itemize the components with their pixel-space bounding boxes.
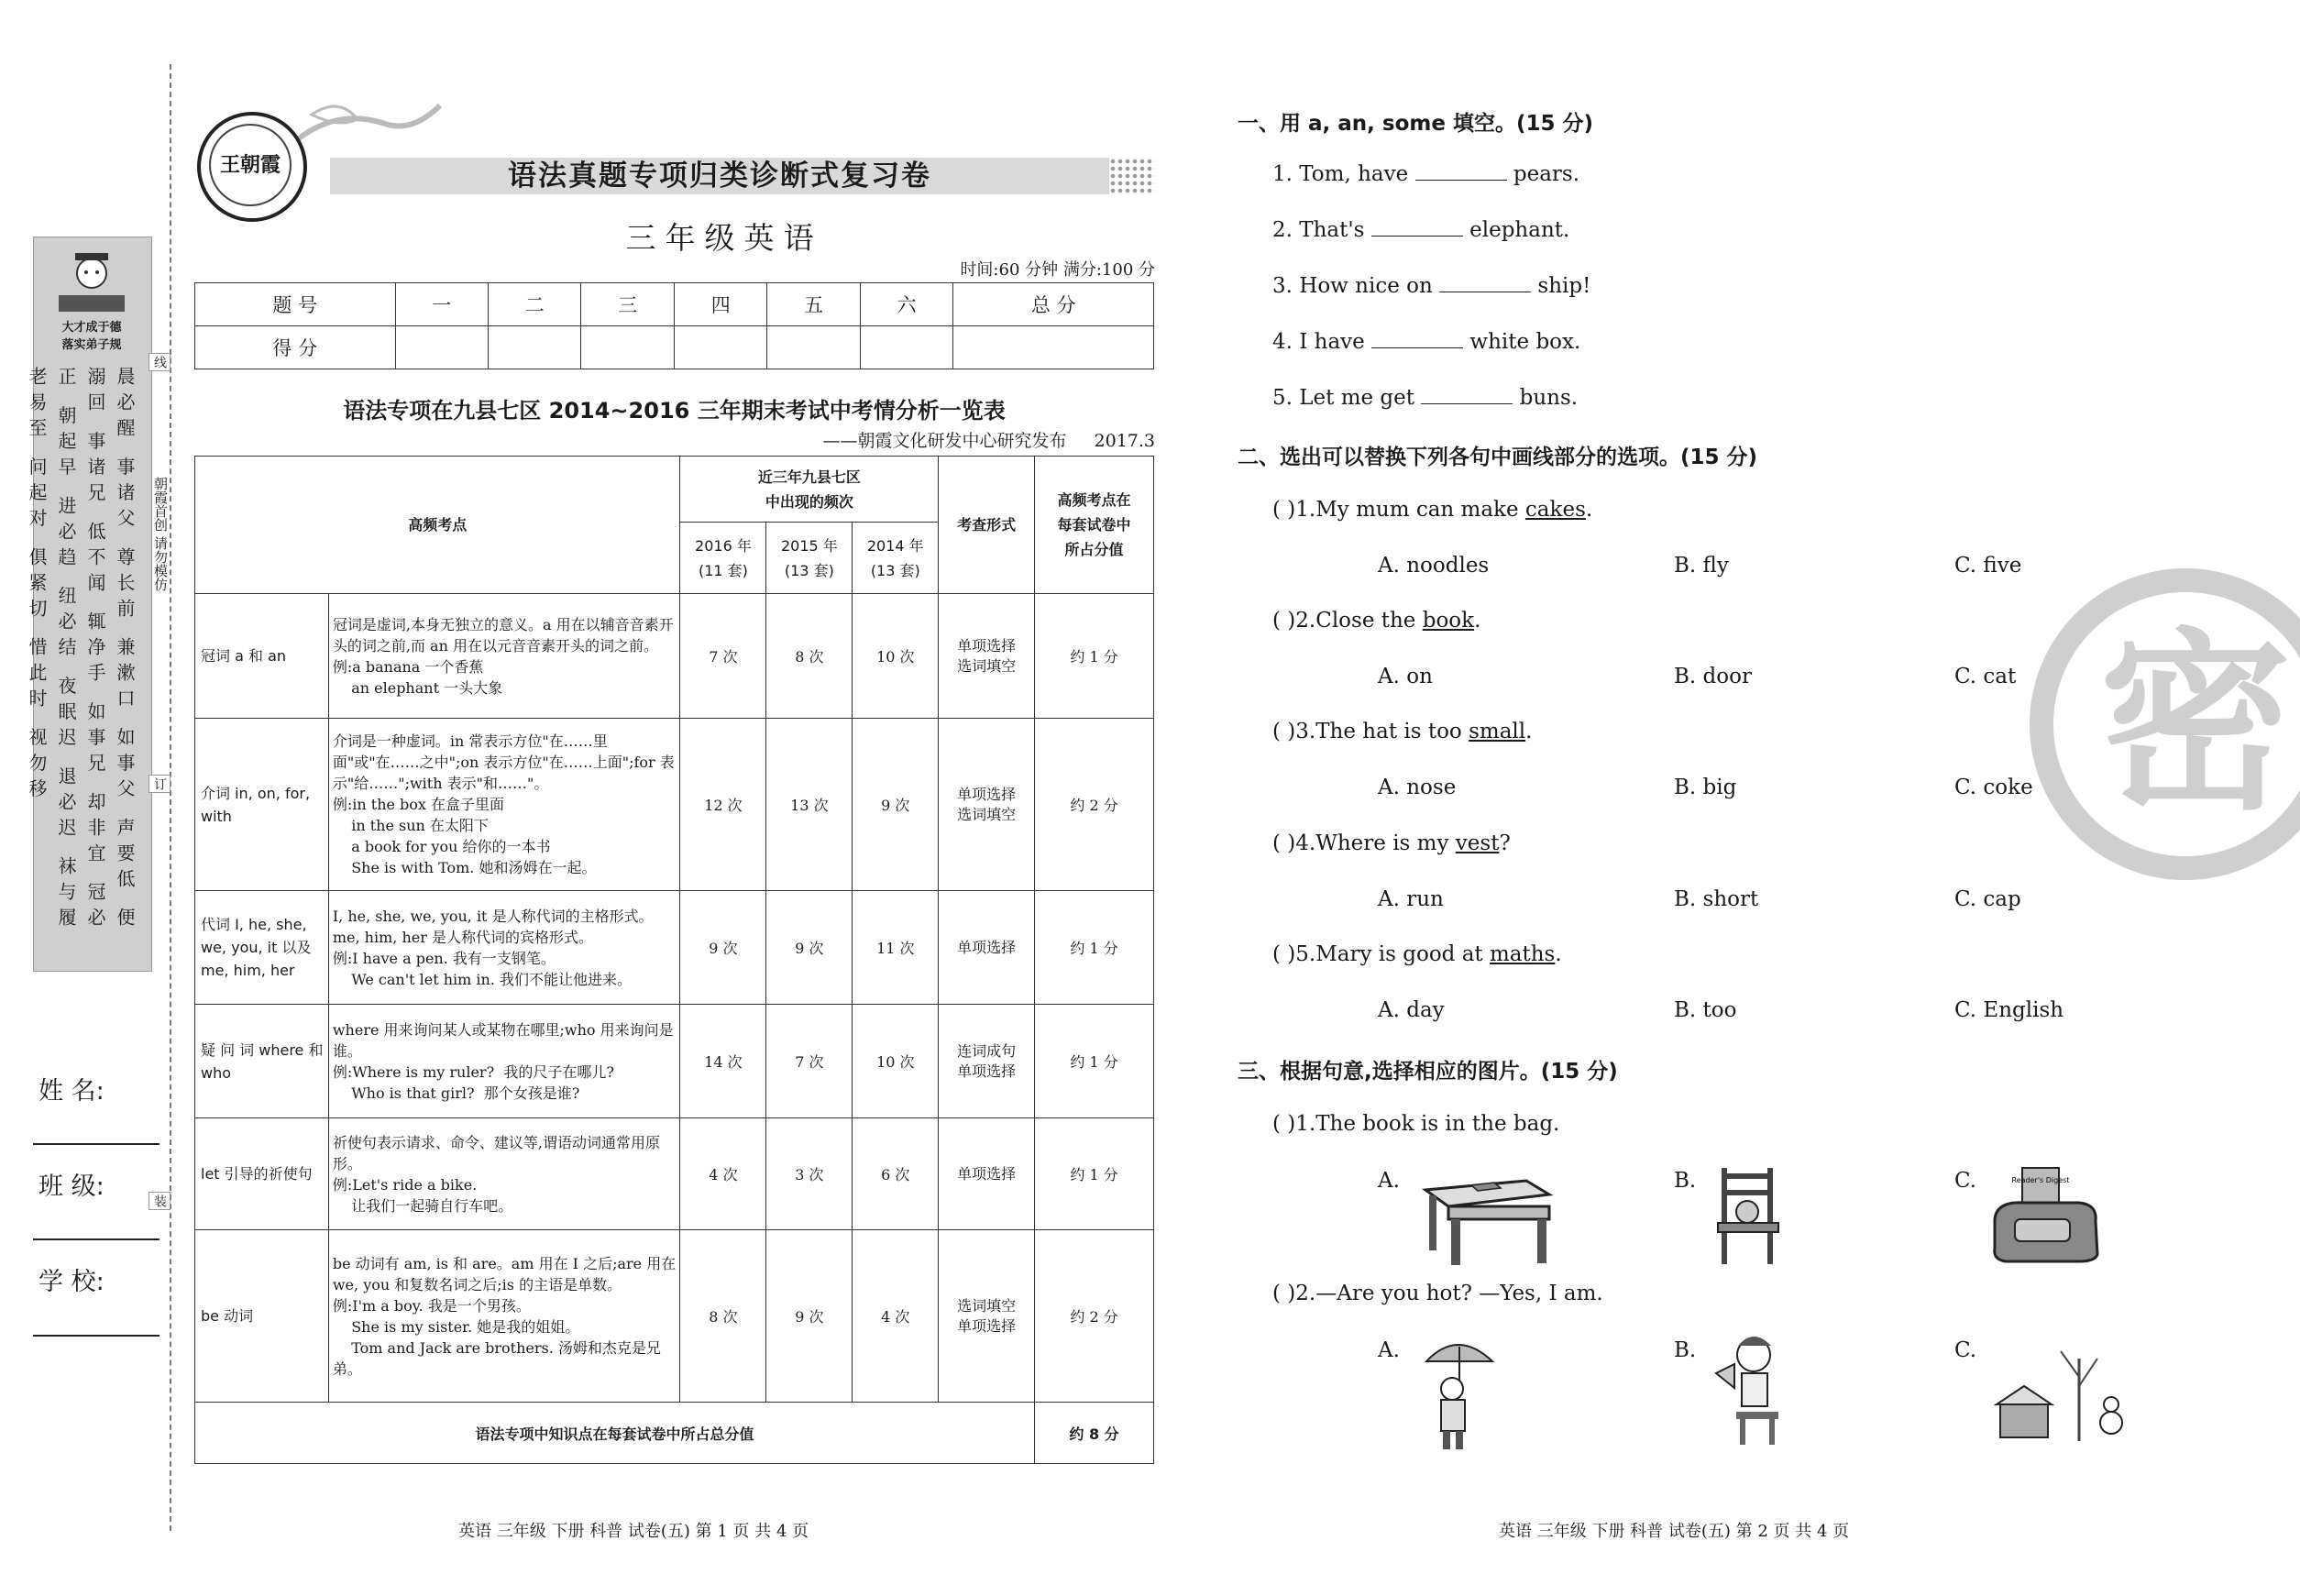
footer-right: 英语 三年级 下册 科普 试卷(五) 第 2 页 共 4 页	[1499, 1522, 1850, 1541]
score-header-2: 二	[489, 283, 581, 326]
s1-q4-text: 4. I have	[1272, 330, 1365, 354]
s2-q4-option-b[interactable]: B. short	[1674, 887, 1759, 911]
scholar-illustration-icon	[48, 248, 136, 317]
s2-q1-option-b[interactable]: B. fly	[1674, 554, 1729, 578]
snowy-winter-scene-icon[interactable]	[1987, 1331, 2134, 1446]
answer-blank[interactable]	[1421, 402, 1513, 404]
child-with-umbrella-icon[interactable]	[1419, 1334, 1497, 1453]
freq-2014: 11 次	[853, 891, 939, 1005]
point-name: 冠词 a 和 an	[195, 594, 329, 719]
s3-q2-option-b[interactable]: B.	[1674, 1338, 1697, 1362]
s1-question-1	[1272, 162, 1579, 186]
answer-blank[interactable]	[1415, 179, 1507, 181]
analysis-source	[697, 427, 1155, 452]
freq-2015: 13 次	[766, 719, 853, 891]
s3-q2-num: 2.	[1295, 1282, 1316, 1305]
confidential-stamp-char: 密	[2098, 611, 2292, 836]
point-score: 约 1 分	[1035, 1118, 1154, 1230]
total-label: 语法专项中知识点在每套试卷中所占总分值	[195, 1403, 1035, 1464]
score-cell[interactable]	[674, 326, 766, 369]
score-header-1: 一	[395, 283, 488, 326]
s2-q4-text: Where is my	[1315, 831, 1456, 855]
point-name: 疑 问 词 where 和 who	[195, 1005, 329, 1118]
s3-q2-text: —Are you hot? —Yes, I am.	[1315, 1282, 1603, 1305]
name-field[interactable]	[33, 1143, 160, 1145]
answer-paren[interactable]: ( )	[1272, 831, 1296, 855]
s1-q5-text: 5. Let me get	[1272, 386, 1415, 410]
s2-q5-option-a[interactable]: A. day	[1378, 998, 1445, 1022]
class-field[interactable]	[33, 1238, 160, 1240]
point-score: 约 1 分	[1035, 1005, 1154, 1118]
s2-q1-text: My mum can make	[1315, 498, 1525, 522]
score-cell[interactable]	[489, 326, 581, 369]
motto-text: 晨必醒 事诸父 尊长前 兼漱口 如事父 声要低 便溺回 事诸兄 低不闻 辄净手 如事兄 却非宜 冠必正 朝起早 进必趋 纽必结 夜眠迟 退必迟 袜与履 老易至 问起对 俱紧切 惜此时 视勿移	[26, 367, 136, 934]
score-header-5: 五	[767, 283, 860, 326]
exam-form: 连词成句 单项选择	[939, 1005, 1035, 1118]
s2-q3-option-a[interactable]: A. nose	[1378, 776, 1457, 799]
s1-q1-text: 1. Tom, have	[1272, 162, 1409, 186]
freq-2016: 7 次	[680, 594, 766, 719]
point-name: let 引导的祈使句	[195, 1118, 329, 1230]
s2-q4-underlined: vest	[1455, 831, 1500, 855]
time-and-score-info: 时间:60 分钟 满分:100 分	[960, 260, 1155, 280]
binding-dashed-line	[170, 64, 171, 1531]
point-description: 祈使句表示请求、命令、建议等,谓语动词通常用原形。 例:Let's ride a bike. 让我们一起骑自行车吧。	[328, 1118, 680, 1230]
subject-title: 三年级英语	[625, 220, 823, 256]
table-row	[195, 891, 1154, 1005]
point-description: 介词是一种虚词。in 常表示方位"在……里面"或"在……之中";on 表示方位"在……上面";for 表示"给……";with 表示"和……"。 例:in the box 在盒子里面 in the sun 在太阳下 a book for you 给你的一本书 She is with Tom. 她和汤姆在一起。	[328, 719, 680, 891]
total-row	[195, 1403, 1154, 1464]
score-cell-total[interactable]	[953, 326, 1154, 369]
s2-question-2	[1272, 609, 1480, 633]
s2-q2-num: 2.	[1295, 609, 1316, 633]
s2-q2-option-b[interactable]: B. door	[1674, 665, 1752, 688]
name-label: 姓 名:	[39, 1077, 105, 1106]
score-cell[interactable]	[581, 326, 674, 369]
binding-label-order: 订	[149, 775, 171, 793]
header-score: 高频考点在 每套试卷中 所占分值	[1035, 457, 1154, 594]
point-name: 代词 I, he, she, we, you, it 以及 me, him, her	[195, 891, 329, 1005]
s2-q1-option-a[interactable]: A. noodles	[1378, 554, 1490, 578]
s2-q5-underlined: maths	[1489, 942, 1556, 966]
freq-2014: 6 次	[853, 1118, 939, 1230]
s2-q3-option-c[interactable]: C. coke	[1954, 776, 2033, 799]
point-description: 冠词是虚词,本身无独立的意义。a 用在以辅音音素开头的词之前,而 an 用在以元音音素开头的词之前。 例:a banana 一个香蕉 an elephant 一头大象	[328, 594, 680, 719]
table-row	[195, 1005, 1154, 1118]
footer-left: 英语 三年级 下册 科普 试卷(五) 第 1 页 共 4 页	[458, 1522, 809, 1541]
analysis-source-org: ——朝霞文化研发中心研究发布	[822, 431, 1067, 451]
book-cover-text: Reader's Digest	[2011, 1176, 2070, 1184]
s3-q1-option-c[interactable]: C.	[1954, 1169, 1977, 1193]
hot-boy-with-fan-icon[interactable]	[1712, 1329, 1795, 1448]
s1-q2-text: 2. That's	[1272, 218, 1365, 242]
answer-paren[interactable]: ( )	[1272, 609, 1296, 633]
freq-2015: 7 次	[766, 1005, 853, 1118]
binding-label-fold: 装	[149, 1192, 171, 1210]
answer-paren[interactable]: ( )	[1272, 498, 1296, 522]
motto-title: 大才成于德 落实弟子规	[61, 321, 122, 352]
s2-q3-text: The hat is too	[1315, 720, 1469, 743]
point-score: 约 2 分	[1035, 719, 1154, 891]
s2-q4-end: ?	[1499, 831, 1511, 855]
header-form: 考查形式	[939, 457, 1035, 594]
s2-q1-option-c[interactable]: C. five	[1954, 554, 2022, 578]
binding-label-line: 线	[149, 353, 171, 371]
freq-2014: 10 次	[853, 1005, 939, 1118]
point-name: 介词 in, on, for, with	[195, 719, 329, 891]
section3-heading: 三、根据句意,选择相应的图片。(15 分)	[1238, 1060, 1618, 1084]
s2-q1-underlined: cakes	[1524, 498, 1586, 522]
freq-2016: 12 次	[680, 719, 766, 891]
brand-logo-text: 王朝霞	[209, 124, 292, 206]
exam-form: 单项选择	[939, 1118, 1035, 1230]
chair-with-ball-icon[interactable]	[1714, 1166, 1788, 1267]
s2-question-5	[1272, 942, 1562, 966]
table-row	[195, 719, 1154, 891]
point-score: 约 2 分	[1035, 1230, 1154, 1403]
freq-2015: 9 次	[766, 1230, 853, 1403]
analysis-title: 语法专项在九县七区 2014~2016 三年期末考试中考情分析一览表	[343, 398, 1006, 424]
exam-form: 单项选择 选词填空	[939, 594, 1035, 719]
s2-q4-num: 4.	[1295, 831, 1316, 855]
s2-q5-option-c[interactable]: C. English	[1954, 998, 2064, 1022]
score-cell[interactable]	[860, 326, 952, 369]
score-cell[interactable]	[767, 326, 860, 369]
header-frequency: 近三年九县七区 中出现的频次	[680, 457, 939, 523]
s2-q4-option-a[interactable]: A. run	[1378, 887, 1444, 911]
answer-paren[interactable]: ( )	[1272, 942, 1296, 966]
s2-q5-end: .	[1555, 942, 1562, 966]
answer-paren[interactable]: ( )	[1272, 720, 1296, 743]
section2-heading: 二、选出可以替换下列各句中画线部分的选项。(15 分)	[1238, 446, 1758, 469]
s2-q5-text: Mary is good at	[1315, 942, 1490, 966]
s1-question-5	[1272, 386, 1578, 410]
s2-question-3	[1272, 720, 1532, 743]
s3-q2-option-c[interactable]: C.	[1954, 1338, 1977, 1362]
score-header-3: 三	[581, 283, 674, 326]
s2-q2-option-a[interactable]: A. on	[1378, 665, 1433, 688]
analysis-table	[194, 456, 1154, 1464]
s1-question-4	[1272, 330, 1580, 354]
point-score: 约 1 分	[1035, 594, 1154, 719]
point-description: I, he, she, we, you, it 是人称代词的主格形式。me, him, her 是人称代词的宾格形式。 例:I have a pen. 我有一支钢笔。 We can't let him in. 我们不能让他进来。	[328, 891, 680, 1005]
s3-q1-text: The book is in the bag.	[1315, 1112, 1560, 1136]
s1-q4-end: white box.	[1469, 330, 1581, 354]
class-label: 班 级:	[39, 1172, 105, 1201]
s2-q3-num: 3.	[1295, 720, 1316, 743]
point-name: be 动词	[195, 1230, 329, 1403]
exam-form: 选词填空 单项选择	[939, 1230, 1035, 1403]
paper-title: 语法真题专项归类诊断式复习卷	[508, 160, 931, 193]
s1-q1-end: pears.	[1513, 162, 1580, 186]
header-point: 高频考点	[195, 457, 680, 594]
exam-form: 单项选择 选词填空	[939, 719, 1035, 891]
header-2016: 2016 年 (11 套)	[680, 523, 766, 594]
answer-paren[interactable]: ( )	[1272, 1282, 1296, 1305]
point-score: 约 1 分	[1035, 891, 1154, 1005]
s2-question-4	[1272, 831, 1511, 855]
freq-2015: 8 次	[766, 594, 853, 719]
desk-with-book-icon[interactable]	[1416, 1162, 1554, 1268]
score-row-label: 得 分	[195, 326, 396, 369]
s2-q5-num: 5.	[1295, 942, 1316, 966]
s1-q3-end: ship!	[1537, 274, 1591, 298]
s2-q3-underlined: small	[1469, 720, 1526, 743]
header-2015: 2015 年 (13 套)	[766, 523, 853, 594]
freq-2014: 9 次	[853, 719, 939, 891]
score-header-4: 四	[674, 283, 766, 326]
freq-2015: 3 次	[766, 1118, 853, 1230]
school-field[interactable]	[33, 1335, 160, 1337]
s3-q1-option-b[interactable]: B.	[1674, 1169, 1697, 1193]
score-header-label: 题 号	[195, 283, 396, 326]
s2-q3-end: .	[1525, 720, 1533, 743]
section1-heading: 一、用 a, an, some 填空。(15 分)	[1238, 112, 1594, 136]
table-row	[195, 594, 1154, 719]
s3-question-2	[1272, 1282, 1603, 1305]
total-value: 约 8 分	[1035, 1403, 1154, 1464]
school-label: 学 校:	[39, 1268, 105, 1296]
score-table	[194, 282, 1154, 369]
point-description: where 用来询问某人或某物在哪里;who 用来询问是谁。 例:Where is my ruler? 我的尺子在哪儿? Who is that girl? 那个女孩是谁?	[328, 1005, 680, 1118]
dot-pattern-decoration	[1109, 158, 1155, 194]
s2-q1-end: .	[1585, 498, 1593, 522]
s1-question-2	[1272, 218, 1569, 242]
header-2014: 2014 年 (13 套)	[853, 523, 939, 594]
freq-2016: 14 次	[680, 1005, 766, 1118]
freq-2016: 4 次	[680, 1118, 766, 1230]
s2-q3-option-b[interactable]: B. big	[1674, 776, 1737, 799]
analysis-date: 2017.3	[1094, 431, 1155, 451]
answer-blank[interactable]	[1439, 291, 1531, 292]
s2-q1-num: 1.	[1295, 498, 1316, 522]
table-row	[195, 1118, 1154, 1230]
s2-q2-underlined: book	[1422, 609, 1475, 633]
s1-q2-end: elephant.	[1469, 218, 1570, 242]
score-header-6: 六	[860, 283, 952, 326]
table-row	[195, 1230, 1154, 1403]
s3-q2-option-a[interactable]: A.	[1378, 1338, 1400, 1362]
s2-q5-option-b[interactable]: B. too	[1674, 998, 1737, 1022]
answer-blank[interactable]	[1371, 235, 1463, 237]
freq-2014: 4 次	[853, 1230, 939, 1403]
s1-q3-text: 3. How nice on	[1272, 274, 1433, 298]
answer-paren[interactable]: ( )	[1272, 1112, 1296, 1136]
s2-q2-option-c[interactable]: C. cat	[1954, 665, 2017, 688]
s2-q2-end: .	[1474, 609, 1481, 633]
exam-form: 单项选择	[939, 891, 1035, 1005]
s3-question-1	[1272, 1112, 1559, 1136]
s1-question-3	[1272, 274, 1590, 298]
score-cell[interactable]	[395, 326, 488, 369]
point-description: be 动词有 am, is 和 are。am 用在 I 之后;are 用在 we, you 和复数名词之后;is 的主语是单数。 例:I'm a boy. 我是一个男孩。 She is my sister. 她是我的姐姐。 Tom and Jack are brothers. 汤姆和杰克是兄弟。	[328, 1230, 680, 1403]
s1-q5-end: buns.	[1519, 386, 1579, 410]
freq-2016: 8 次	[680, 1230, 766, 1403]
freq-2015: 9 次	[766, 891, 853, 1005]
bag-with-book-icon[interactable]	[1987, 1164, 2102, 1265]
s2-q4-option-c[interactable]: C. cap	[1954, 887, 2021, 911]
freq-2014: 10 次	[853, 594, 939, 719]
s2-q2-text: Close the	[1315, 609, 1423, 633]
s3-q1-num: 1.	[1295, 1112, 1316, 1136]
score-header-total: 总 分	[953, 283, 1154, 326]
answer-blank[interactable]	[1371, 347, 1463, 348]
s2-question-1	[1272, 498, 1592, 522]
s3-q1-option-a[interactable]: A.	[1378, 1169, 1400, 1193]
binding-note: 朝霞首创 请勿模仿	[152, 477, 169, 591]
freq-2016: 9 次	[680, 891, 766, 1005]
